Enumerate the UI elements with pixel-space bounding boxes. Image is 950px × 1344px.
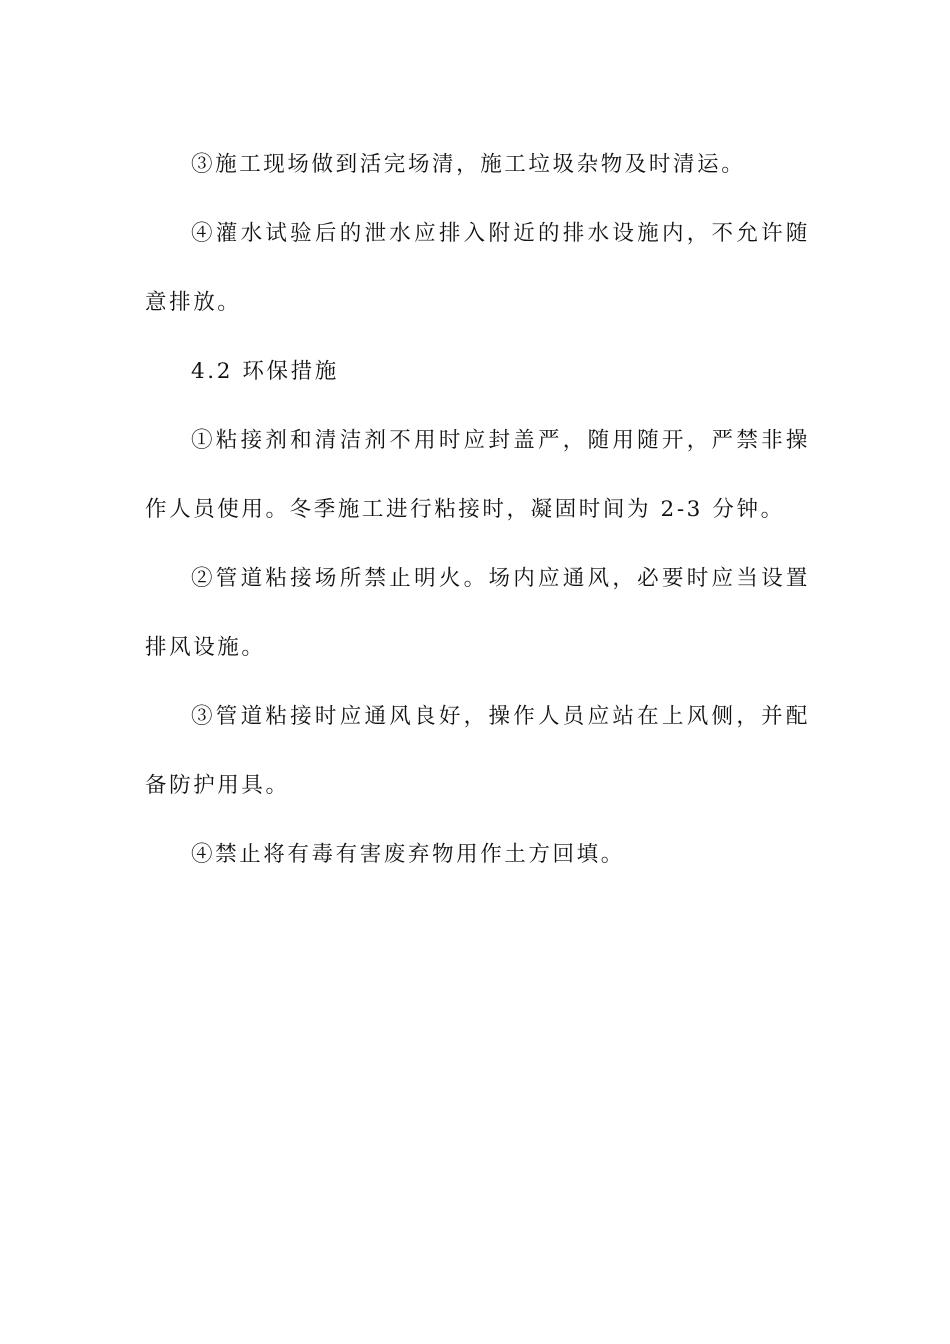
- document-body: [145, 130, 810, 889]
- paragraph-ventilation-protection: ③管道粘接时应通风良好，操作人员应站在上风侧，并配备防护用具。: [145, 704, 810, 798]
- paragraph-adhesive-storage: ①粘接剂和清洁剂不用时应封盖严，随用随开，严禁非操作人员使用。冬季施工进行粘接时，凝固时间为 2-3 分钟。: [145, 428, 810, 522]
- paragraph-hazardous-waste: ④禁止将有毒有害废弃物用作土方回填。: [191, 842, 625, 867]
- section-heading-environmental-measures: 4.2 环保措施: [191, 359, 339, 384]
- paragraph-drain-water: ④灌水试验后的泄水应排入附近的排水设施内，不允许随意排放。: [145, 221, 810, 315]
- paragraph-no-open-flame: ②管道粘接场所禁止明火。场内应通风，必要时应当设置排风设施。: [145, 566, 810, 660]
- paragraph-site-cleanup: ③施工现场做到活完场清，施工垃圾杂物及时清运。: [191, 152, 746, 177]
